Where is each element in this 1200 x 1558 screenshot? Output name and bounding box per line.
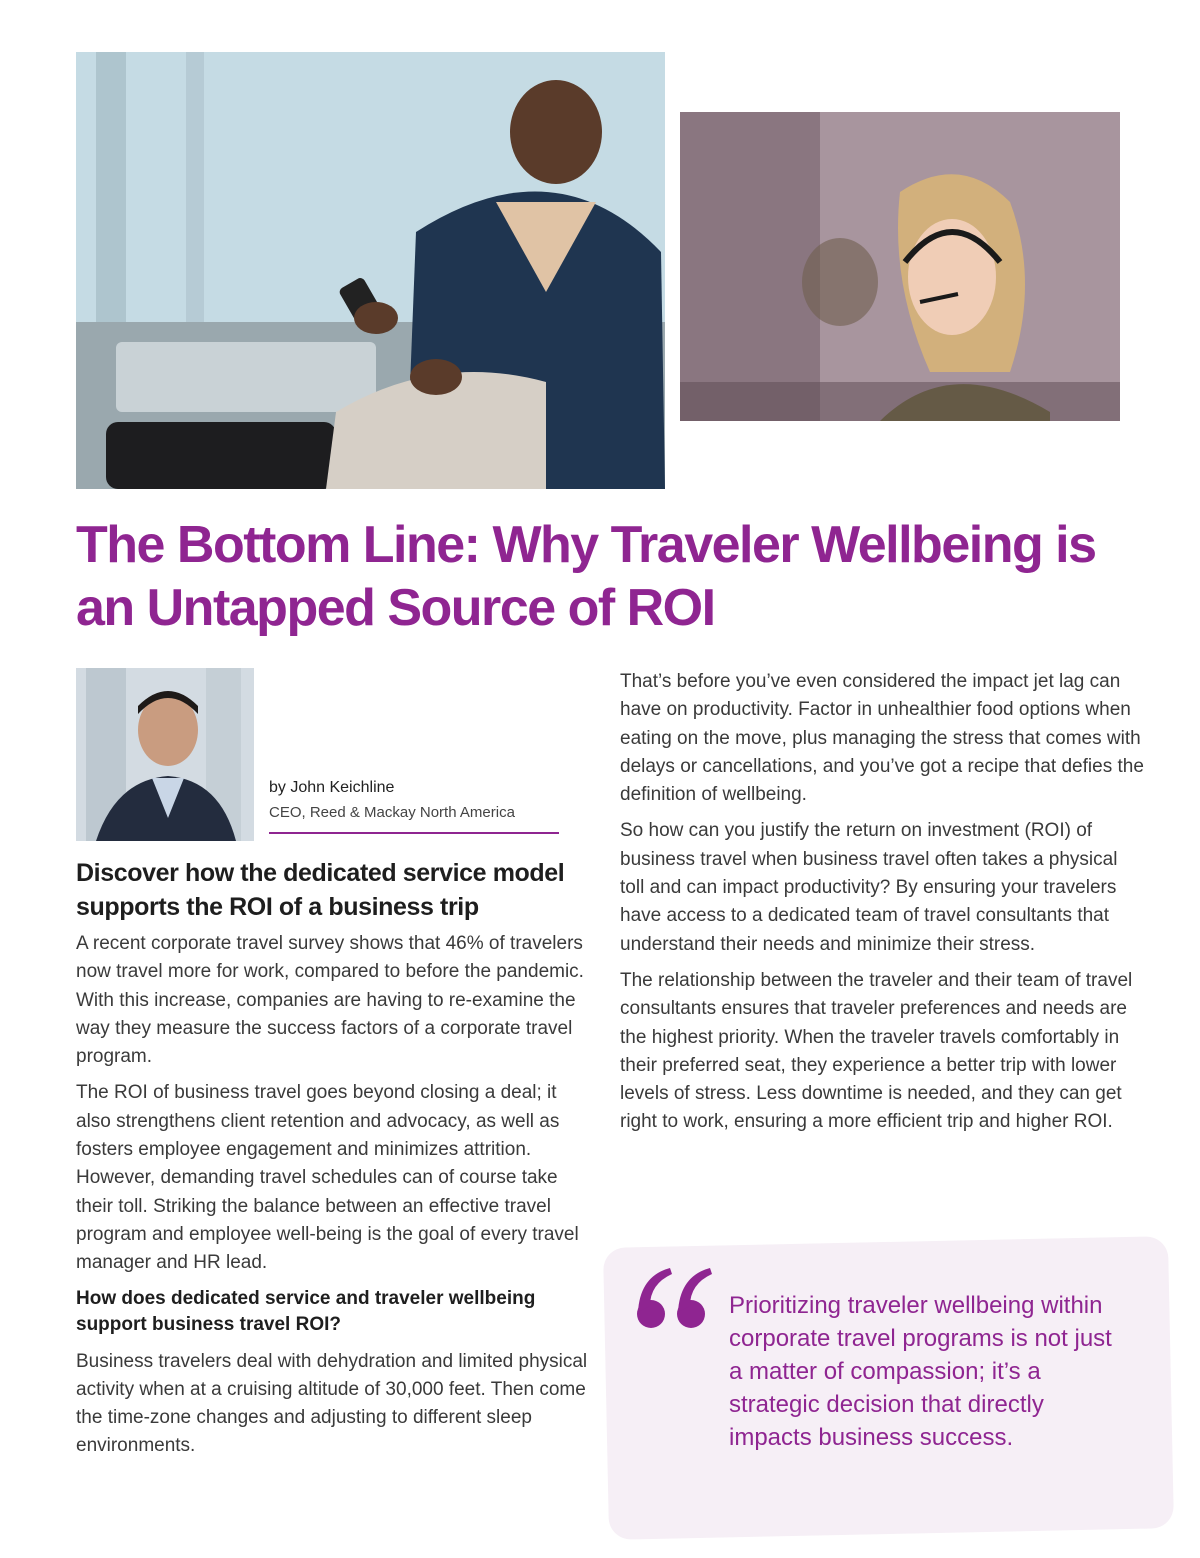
- article-title: The Bottom Line: Why Traveler Wellbeing is an Untapped Source of ROI: [76, 516, 1096, 637]
- open-quote-icon: [634, 1262, 714, 1342]
- traveler-photo: [76, 52, 665, 489]
- author-photo-illustration: [76, 668, 254, 841]
- body-paragraph: The relationship between the traveler and their team of travel consultants ensures that traveler preferences and needs are the highest priority. When the traveler travels comfortably in their preferred seat, they experience a better trip with lower levels of stress. Less downtime is needed, and they can get right to work, ensuring a more efficient trip and higher ROI.: [620, 969, 1133, 1133]
- body-paragraph: That’s before you’ve even considered the impact jet lag can have on productivity. Factor in unhealthier food options when eating on the move, plus managing the stress that comes with delays or cancellations, and you’ve got a recipe that defies the definition of wellbeing.: [620, 671, 1144, 806]
- section-subheading-2: How does dedicated service and traveler wellbeing support business travel ROI?: [76, 1287, 536, 1335]
- right-column: [620, 668, 1145, 1145]
- left-column: [76, 856, 596, 1469]
- body-paragraph: Business travelers deal with dehydration and limited physical activity when at a cruising altitude of 30,000 feet. Then come the time-zone changes and adjusting to different sleep environments.: [76, 1350, 588, 1457]
- author-name: by John Keichline: [269, 779, 395, 796]
- author-byline: [269, 776, 559, 834]
- pull-quote-text: Prioritizing traveler wellbeing within corporate travel programs is not just a matter of compassion; it’s a strategic decision that directly impacts business success.: [729, 1292, 1112, 1451]
- section-subheading: Discover how the dedicated service model supports the ROI of a business trip: [76, 859, 565, 921]
- agent-photo: [680, 112, 1120, 421]
- author-photo: [76, 668, 254, 841]
- author-role: CEO, Reed & Mackay North America: [269, 800, 559, 834]
- body-paragraph: So how can you justify the return on investment (ROI) of business travel when business travel often takes a physical toll and can impact productivity? By ensuring your travelers have access to a dedicated team of travel consultants that understand their needs and minimize their stress.: [620, 820, 1118, 955]
- body-paragraph: The ROI of business travel goes beyond closing a deal; it also strengthens client retention and advocacy, as well as fosters employee engagement and minimizes attrition. However, demanding travel schedules can of course take their toll. Striking the balance between an effective travel program and employee well-being is the goal of every travel manager and HR lead.: [76, 1082, 579, 1274]
- traveler-photo-illustration: [76, 52, 665, 489]
- agent-photo-illustration: [680, 112, 1120, 421]
- body-paragraph: A recent corporate travel survey shows that 46% of travelers now travel more for work, compared to before the pandemic. With this increase, companies are having to re-examine the way they measure the success factors of a corporate travel program.: [76, 933, 584, 1068]
